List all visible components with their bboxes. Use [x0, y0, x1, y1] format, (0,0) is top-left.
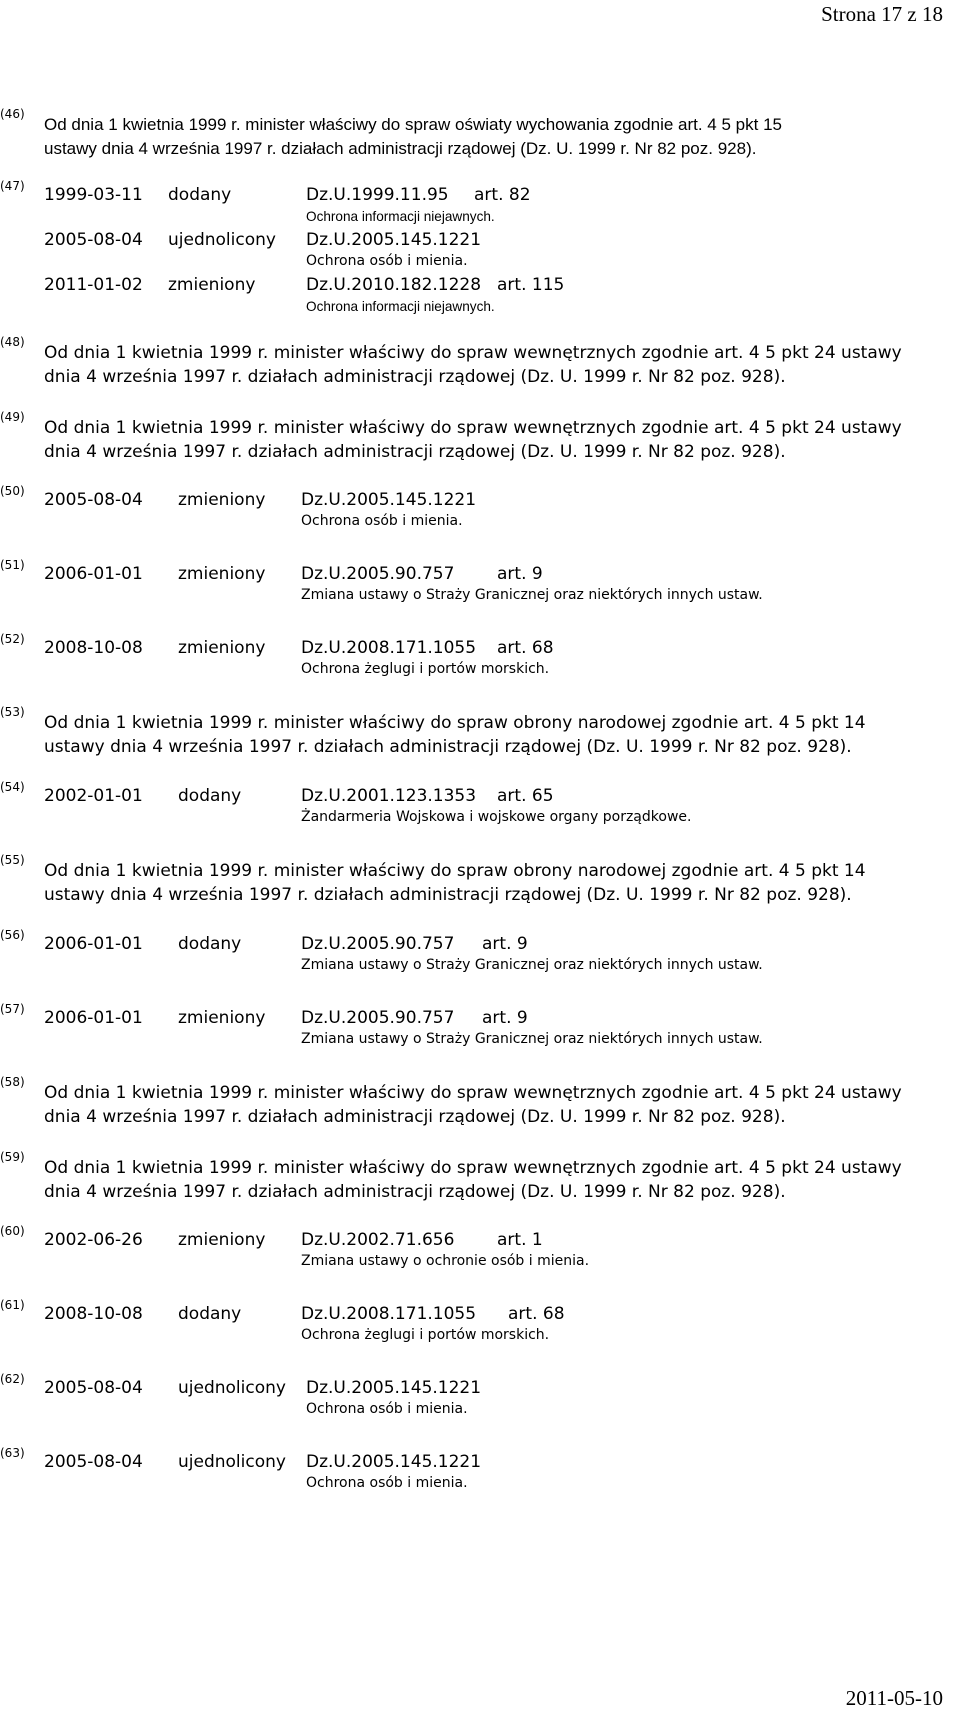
entry-type: dodany [178, 934, 242, 954]
footnote-line: Od dnia 1 kwietnia 1999 r. minister właściwy do spraw wewnętrznych zgodnie art. 4 5 pkt 24 ustawy [44, 1083, 902, 1103]
footnote-number: (54) [0, 780, 25, 794]
amendment-entry [0, 185, 960, 227]
entry-article: art. 9 [482, 1008, 528, 1028]
entry-article: art. 65 [497, 786, 554, 806]
entry-article: art. 82 [474, 185, 531, 205]
footnote-number: (52) [0, 632, 25, 646]
amendment-entry [0, 1378, 960, 1420]
footnote-number: (63) [0, 1446, 25, 1460]
footnote-line: Od dnia 1 kwietnia 1999 r. minister właściwy do spraw obrony narodowej zgodnie art. 4 5 pkt 14 [44, 713, 866, 733]
entry-type: ujednolicony [178, 1378, 286, 1398]
entry-reference: Dz.U.2005.145.1221 [306, 1378, 482, 1398]
entry-article: art. 1 [497, 1230, 543, 1250]
entry-date: 2008-10-08 [44, 1304, 143, 1324]
footnote-text [44, 711, 944, 759]
amendment-entry [0, 564, 960, 606]
entry-reference: Dz.U.2002.71.656 [301, 1230, 455, 1250]
entry-description: Ochrona osób i mienia. [301, 513, 463, 529]
entry-reference: Dz.U.2005.90.757 [301, 934, 455, 954]
entry-article: art. 9 [482, 934, 528, 954]
footnote-line: dnia 4 września 1997 r. działach administracji rządowej (Dz. U. 1999 r. Nr 82 poz. 928). [44, 1107, 786, 1127]
footnote-text [44, 859, 944, 907]
entry-description: Zmiana ustawy o Straży Granicznej oraz niektórych innych ustaw. [301, 957, 763, 973]
entry-type: dodany [168, 185, 232, 205]
entry-date: 2006-01-01 [44, 1008, 143, 1028]
entry-date: 2005-08-04 [44, 230, 143, 250]
entry-reference: Dz.U.2008.171.1055 [301, 638, 477, 658]
footnote-number: (56) [0, 928, 25, 942]
page-date-footer: 2011-05-10 [845, 1686, 943, 1710]
entry-reference: Dz.U.2005.145.1221 [306, 1452, 482, 1472]
amendment-entry [0, 786, 960, 828]
entry-description: Ochrona informacji niejawnych. [306, 298, 495, 314]
amendment-entry [0, 1452, 960, 1494]
footnote-text [44, 113, 944, 161]
footnote-number: (51) [0, 558, 25, 572]
entry-type: dodany [178, 1304, 242, 1324]
footnote-number: (62) [0, 1372, 25, 1386]
footnote-number: (58) [0, 1075, 25, 1089]
entry-type: zmieniony [178, 1008, 266, 1028]
amendment-entry [0, 1230, 960, 1272]
page-number-header: Strona 17 z 18 [821, 2, 943, 26]
entry-reference: Dz.U.2008.171.1055 [301, 1304, 477, 1324]
amendment-entry [0, 638, 960, 680]
footnote-line: dnia 4 września 1997 r. działach administracji rządowej (Dz. U. 1999 r. Nr 82 poz. 928). [44, 1182, 786, 1202]
footnote-text [44, 1081, 944, 1129]
entry-date: 2002-06-26 [44, 1230, 143, 1250]
entry-type: zmieniony [178, 1230, 266, 1250]
entry-type: zmieniony [178, 638, 266, 658]
entry-reference: Dz.U.2005.145.1221 [306, 230, 482, 250]
entry-date: 2008-10-08 [44, 638, 143, 658]
entry-description: Ochrona osób i mienia. [306, 1401, 468, 1417]
entry-article: art. 68 [508, 1304, 565, 1324]
entry-article: art. 115 [497, 275, 565, 295]
footnote-number: (55) [0, 853, 25, 867]
footnote-number: (60) [0, 1224, 25, 1238]
entry-description: Ochrona żeglugi i portów morskich. [301, 661, 550, 677]
entry-date: 2006-01-01 [44, 564, 143, 584]
entry-reference: Dz.U.1999.11.95 [306, 185, 449, 205]
entry-description: Żandarmeria Wojskowa i wojskowe organy porządkowe. [301, 809, 692, 825]
footnote-number: (59) [0, 1150, 25, 1164]
footnote-line: ustawy dnia 4 września 1997 r. działach administracji rządowej (Dz. U. 1999 r. Nr 82 poz. 928). [44, 139, 757, 158]
entry-date: 2011-01-02 [44, 275, 143, 295]
footnote-text [44, 1156, 944, 1204]
footnote-line: dnia 4 września 1997 r. działach administracji rządowej (Dz. U. 1999 r. Nr 82 poz. 928). [44, 367, 786, 387]
entry-description: Ochrona osób i mienia. [306, 1475, 468, 1491]
footnote-line: dnia 4 września 1997 r. działach administracji rządowej (Dz. U. 1999 r. Nr 82 poz. 928). [44, 442, 786, 462]
entry-type: zmieniony [168, 275, 256, 295]
footnote-number: (50) [0, 484, 25, 498]
footnote-number: (46) [0, 107, 25, 121]
footnote-number: (49) [0, 410, 25, 424]
footnote-text [44, 341, 944, 389]
entry-type: zmieniony [178, 564, 266, 584]
footnote-line: ustawy dnia 4 września 1997 r. działach administracji rządowej (Dz. U. 1999 r. Nr 82 poz. 928). [44, 885, 852, 905]
entry-description: Zmiana ustawy o ochronie osób i mienia. [301, 1253, 590, 1269]
entry-type: zmieniony [178, 490, 266, 510]
entry-date: 1999-03-11 [44, 185, 143, 205]
footnote-line: ustawy dnia 4 września 1997 r. działach administracji rządowej (Dz. U. 1999 r. Nr 82 poz. 928). [44, 737, 852, 757]
entry-description: Ochrona osób i mienia. [306, 253, 468, 269]
entry-reference: Dz.U.2005.145.1221 [301, 490, 477, 510]
footnote-line: Od dnia 1 kwietnia 1999 r. minister właściwy do spraw obrony narodowej zgodnie art. 4 5 pkt 14 [44, 861, 866, 881]
entry-type: ujednolicony [178, 1452, 286, 1472]
footnote-line: Od dnia 1 kwietnia 1999 r. minister właściwy do spraw wewnętrznych zgodnie art. 4 5 pkt 24 ustawy [44, 1158, 902, 1178]
amendment-entry [0, 230, 960, 272]
footnote-line: Od dnia 1 kwietnia 1999 r. minister właściwy do spraw oświaty wychowania zgodnie art. 4 5 pkt 15 [44, 115, 782, 134]
entry-article: art. 9 [497, 564, 543, 584]
entry-date: 2006-01-01 [44, 934, 143, 954]
entry-description: Ochrona informacji niejawnych. [306, 208, 495, 224]
amendment-entry [0, 934, 960, 976]
entry-date: 2002-01-01 [44, 786, 143, 806]
entry-reference: Dz.U.2005.90.757 [301, 1008, 455, 1028]
footnote-line: Od dnia 1 kwietnia 1999 r. minister właściwy do spraw wewnętrznych zgodnie art. 4 5 pkt 24 ustawy [44, 343, 902, 363]
entry-type: dodany [178, 786, 242, 806]
footnote-number: (47) [0, 179, 25, 193]
entry-article: art. 68 [497, 638, 554, 658]
entry-date: 2005-08-04 [44, 1452, 143, 1472]
entry-reference: Dz.U.2005.90.757 [301, 564, 455, 584]
entry-type: ujednolicony [168, 230, 276, 250]
amendment-entry [0, 1304, 960, 1346]
entry-description: Zmiana ustawy o Straży Granicznej oraz niektórych innych ustaw. [301, 1031, 763, 1047]
footnote-number: (61) [0, 1298, 25, 1312]
entry-description: Ochrona żeglugi i portów morskich. [301, 1327, 550, 1343]
amendment-entry [0, 1008, 960, 1050]
footnote-number: (57) [0, 1002, 25, 1016]
amendment-entry [0, 275, 960, 317]
footnote-number: (48) [0, 335, 25, 349]
entry-description: Zmiana ustawy o Straży Granicznej oraz niektórych innych ustaw. [301, 587, 763, 603]
entry-date: 2005-08-04 [44, 490, 143, 510]
amendment-entry [0, 490, 960, 532]
entry-date: 2005-08-04 [44, 1378, 143, 1398]
entry-reference: Dz.U.2001.123.1353 [301, 786, 477, 806]
footnote-line: Od dnia 1 kwietnia 1999 r. minister właściwy do spraw wewnętrznych zgodnie art. 4 5 pkt 24 ustawy [44, 418, 902, 438]
entry-reference: Dz.U.2010.182.1228 [306, 275, 482, 295]
footnote-number: (53) [0, 705, 25, 719]
footnote-text [44, 416, 944, 464]
